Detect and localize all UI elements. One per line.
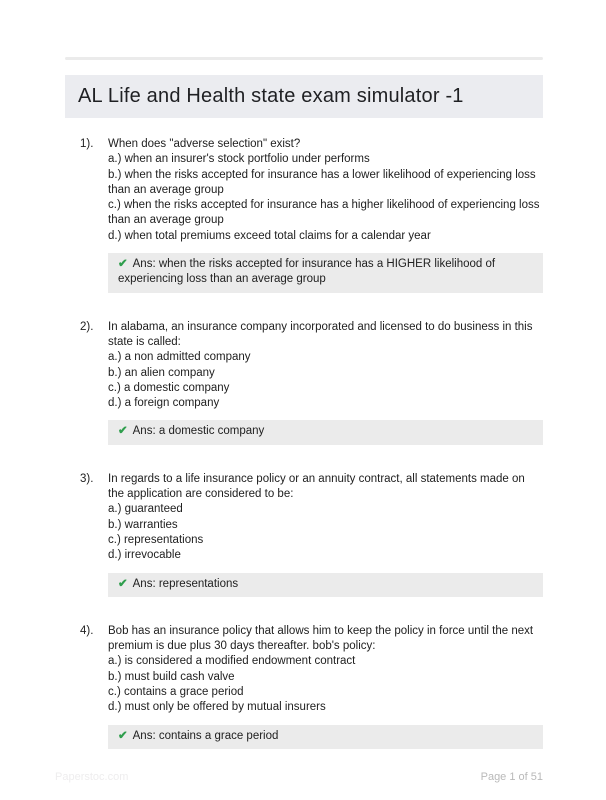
question-number: 3). [80, 472, 94, 485]
exam-title-header [65, 75, 543, 118]
check-icon: ✔ [118, 729, 128, 742]
question-option-a: a.) a non admitted company [108, 351, 251, 364]
question-option-c: c.) a domestic company [108, 381, 230, 394]
question-text: When does "adverse selection" exist? [108, 138, 301, 150]
answer-box [108, 573, 543, 597]
question-number: 2). [80, 320, 94, 333]
question-item-4 [80, 624, 543, 749]
question-option-b: b.) when the risks accepted for insurance has a lower likelihood of experiencing loss than an average group [108, 168, 536, 196]
check-icon: ✔ [118, 577, 128, 590]
answer-box [108, 420, 543, 444]
question-text: In alabama, an insurance company incorporated and licensed to do business in this state is called: [108, 320, 533, 348]
question-option-d: d.) irrevocable [108, 549, 181, 562]
check-icon: ✔ [118, 425, 128, 438]
question-option-b: b.) warranties [108, 518, 178, 531]
question-option-a: a.) when an insurer's stock portfolio under performs [108, 153, 370, 166]
question-body [108, 472, 543, 597]
question-number: 1). [80, 138, 94, 150]
answer-text: Ans: when the risks accepted for insurance has a HIGHER likelihood of experiencing loss than an average group [118, 258, 496, 286]
answer-text: Ans: a domestic company [132, 425, 265, 438]
page-content [65, 0, 543, 776]
page-number-indicator: Page 1 of 51 [480, 771, 543, 783]
top-divider [65, 57, 543, 60]
question-option-c: c.) representations [108, 533, 204, 546]
question-option-d: d.) a foreign company [108, 397, 220, 410]
question-body [108, 137, 543, 293]
question-body [108, 320, 543, 445]
answer-box [108, 725, 543, 749]
question-option-d: d.) when total premiums exceed total claims for a calendar year [108, 229, 431, 242]
question-body [108, 624, 543, 749]
question-text: Bob has an insurance policy that allows him to keep the policy in force until the next premium is due plus 30 days thereafter. bob's policy: [108, 624, 534, 653]
question-text: In regards to a life insurance policy or an annuity contract, all statements made on the application are considered to be: [108, 472, 525, 501]
question-option-d: d.) must only be offered by mutual insurers [108, 701, 326, 714]
question-item-2 [80, 320, 543, 445]
answer-text: Ans: contains a grace period [132, 729, 279, 742]
answer-box [108, 253, 543, 293]
question-option-b: b.) an alien company [108, 366, 215, 379]
page-title: AL Life and Health state exam simulator -1 [78, 85, 464, 107]
question-option-b: b.) must build cash valve [108, 670, 235, 683]
question-item-3 [80, 472, 543, 597]
answer-text: Ans: representations [132, 577, 239, 590]
question-option-c: c.) contains a grace period [108, 686, 244, 699]
question-option-a: a.) is considered a modified endowment contract [108, 655, 356, 668]
question-list [65, 137, 543, 749]
question-number: 4). [80, 624, 94, 637]
question-item-1 [80, 137, 543, 293]
check-icon: ✔ [118, 258, 128, 271]
page-footer [55, 771, 543, 783]
watermark-text: Paperstoc.com [55, 771, 129, 783]
question-option-a: a.) guaranteed [108, 503, 183, 516]
question-option-c: c.) when the risks accepted for insurance has a higher likelihood of experiencing loss than an average group [108, 199, 540, 227]
